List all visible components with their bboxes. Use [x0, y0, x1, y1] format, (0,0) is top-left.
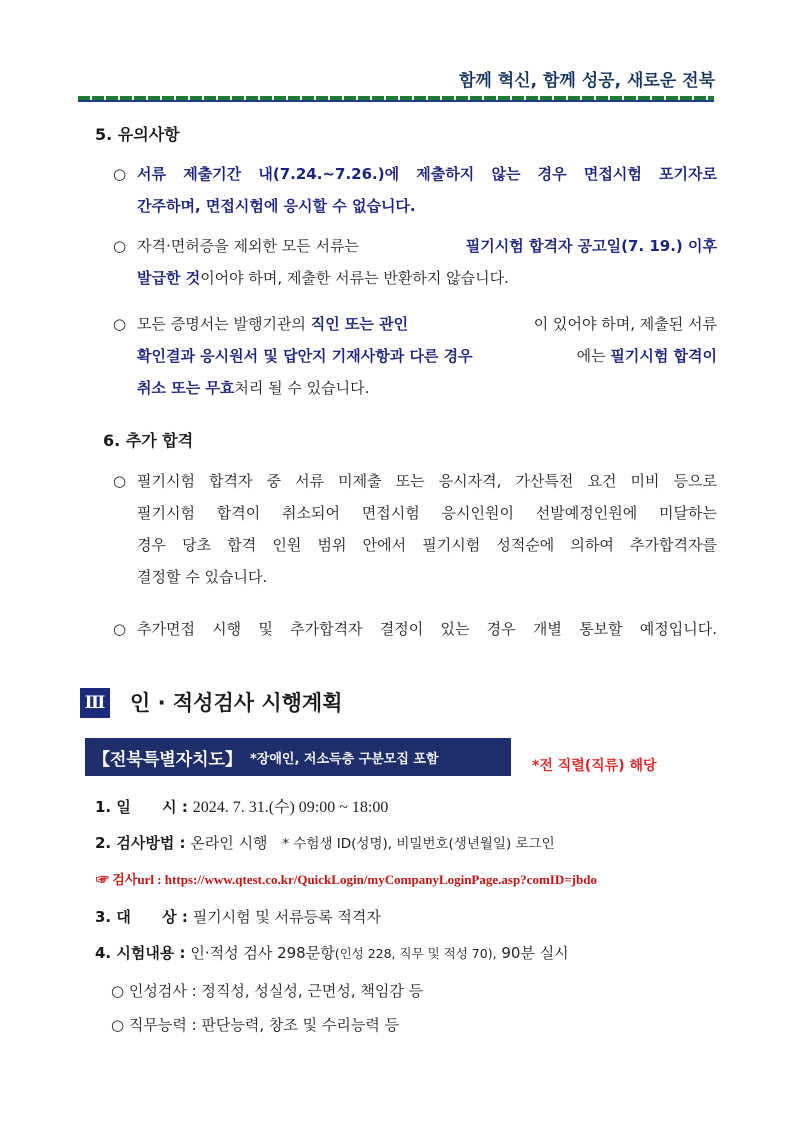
target-value: 필기시험 및 서류등록 적격자	[192, 908, 381, 926]
bullet: ○	[113, 315, 127, 333]
header-rule	[78, 100, 714, 102]
bullet: ○	[113, 620, 127, 638]
schedule-value: 2024. 7. 31.(수) 09:00 ~ 18:00	[192, 799, 389, 816]
bullet: ○	[113, 472, 127, 490]
notice-text: 이어야 하며, 제출한 서류는 반환하지 않습니다.	[200, 269, 509, 287]
method-label: 2. 검사방법 :	[95, 834, 186, 852]
notice-text: 필기시험 합격이 취소되어 면접시험 응시인원이 선발예정인원에 미달하는	[137, 504, 717, 522]
sub-item-job-ability: ○ 직무능력 : 판단능력, 창조 및 수리능력 등	[111, 1016, 400, 1034]
content-detail: (인성 228, 직무 및 적성 70),	[334, 946, 497, 961]
applicable-note: *전 직렬(직류) 해당	[532, 758, 657, 774]
banner-title: 【전북특별자치도】	[93, 749, 242, 770]
notice-text: 처리 될 수 있습니다.	[234, 379, 370, 397]
notice-emphasis: 발급한 것	[137, 269, 201, 287]
section6-item-1	[113, 465, 717, 593]
notice-emphasis: 필기시험 합격자 공고일(7. 19.) 이후	[465, 237, 717, 255]
notice-text: 모든 증명서는 발행기관의	[137, 315, 306, 333]
target-label: 3. 대 상 :	[95, 908, 188, 926]
notice-text: 서류 제출기간 내(7.24.~7.26.)에 제출하지 않는 경우 면접시험 포기자로	[137, 165, 717, 183]
sub-item-personality: ○ 인성검사 : 정직성, 성실성, 근면성, 책임감 등	[111, 982, 424, 1000]
notice-text: 자격·면허증을 제외한 모든 서류는	[137, 237, 359, 255]
slogan: 함께 혁신, 함께 성공, 새로운 전북	[459, 71, 715, 91]
bullet: ○	[113, 237, 127, 255]
notice-emphasis: 필기시험 합격이	[610, 347, 717, 365]
notice-emphasis: 직인 또는 관인	[310, 315, 409, 333]
content-label: 4. 시험내용 :	[95, 944, 186, 962]
region-banner	[85, 738, 511, 776]
section5-item-3	[113, 308, 717, 404]
notice-text: 결정할 수 있습니다.	[137, 568, 268, 586]
notice-text: 추가면접 시행 및 추가합격자 결정이 있는 경우 개별 통보할 예정입니다.	[137, 620, 717, 638]
content-row	[95, 938, 569, 968]
notice-text: 이 있어야 하며, 제출된 서류	[533, 315, 717, 333]
content-value: 인·적성 검사 298문항	[190, 944, 335, 962]
notice-emphasis: 확인결과 응시원서 및 답안지 기재사항과 다른 경우	[137, 347, 473, 365]
notice-text: 에는	[576, 347, 606, 365]
bullet: ○	[113, 165, 127, 183]
notice-text: 경우 당초 합격 인원 범위 안에서 필기시험 성적순에 의하여 추가합격자를	[137, 536, 717, 554]
section3-title: 인 · 적성검사 시행계획	[130, 691, 343, 715]
section5-title: 5. 유의사항	[95, 125, 180, 144]
section3-numeral: Ⅲ	[80, 688, 110, 718]
section5-item-2	[113, 230, 717, 294]
notice-emphasis: 취소 또는 무효	[137, 379, 235, 397]
test-url[interactable]: ☞ 검사url : https://www.qtest.co.kr/QuickLogin/myCompanyLoginPage.asp?comID=jbdo	[96, 872, 597, 887]
section6-title: 6. 추가 합격	[103, 431, 194, 450]
method-value: 온라인 시행	[190, 834, 268, 852]
content-time: 90분 실시	[501, 944, 569, 962]
notice-text: 간주하며, 면접시험에 응시할 수 없습니다.	[137, 197, 416, 215]
section5-item-1	[113, 158, 717, 222]
notice-text: 필기시험 합격자 중 서류 미제출 또는 응시자격, 가산특전 요건 미비 등으로	[137, 472, 717, 490]
method-row	[95, 828, 555, 858]
method-note: * 수험생 ID(성명), 비밀번호(생년월일) 로그인	[282, 836, 555, 852]
schedule-row	[95, 792, 388, 822]
schedule-label: 1. 일 시 :	[95, 798, 188, 816]
target-row	[95, 902, 381, 932]
banner-note: *장애인, 저소득층 구분모집 포함	[249, 751, 439, 767]
section6-item-2	[113, 613, 717, 645]
